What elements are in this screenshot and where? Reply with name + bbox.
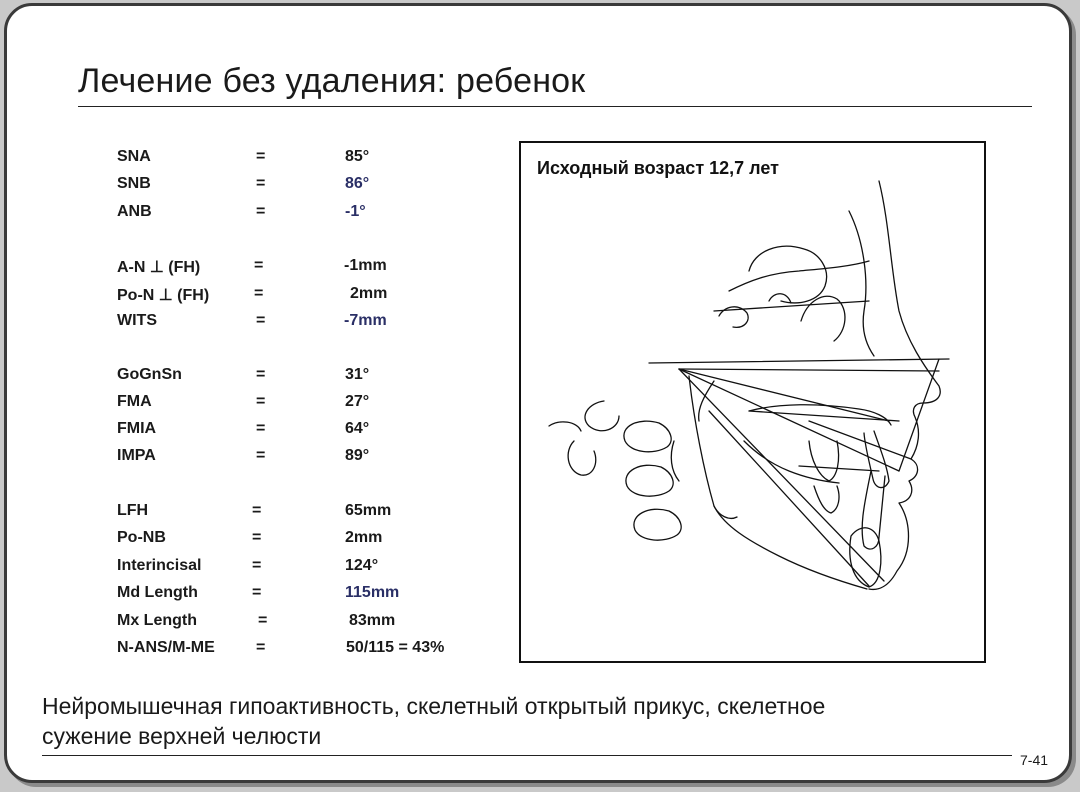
palate-outline	[749, 405, 891, 425]
measurement-value: 64°	[345, 420, 370, 437]
cervical-vertebra	[624, 421, 671, 452]
measurement-name: IMPA	[117, 447, 156, 464]
measurement-name: Mx Length	[117, 612, 197, 629]
measurement-value: -1mm	[344, 257, 387, 274]
measurement-name: A-N ⊥ (FH)	[117, 259, 201, 276]
measurement-equals: =	[252, 502, 262, 519]
caption-line: Нейромышечная гипоактивность, скелетный открытый прикус, скелетное	[42, 693, 826, 719]
measurement-equals: =	[256, 393, 266, 410]
measurement-name: N-ANS/M-ME	[117, 639, 215, 656]
measurement-value: 115mm	[345, 584, 400, 601]
measurement-name: ANB	[117, 203, 152, 220]
measurement-equals: =	[254, 285, 264, 302]
diagnosis-caption	[42, 691, 1022, 751]
slide-title: Лечение без удаления: ребенок	[78, 62, 586, 100]
measurement-value: 2mm	[350, 285, 388, 302]
measurement-equals: =	[256, 203, 266, 220]
measurement-equals: =	[256, 366, 266, 383]
measurement-name: Interincisal	[117, 557, 202, 574]
measurement-name: LFH	[117, 502, 149, 519]
measurement-value: 89°	[345, 447, 370, 464]
measurement-equals: =	[256, 175, 266, 192]
measurement-equals: =	[252, 557, 262, 574]
measurement-value: 50/115 = 43%	[346, 639, 445, 656]
measurement-value: 86°	[345, 175, 370, 192]
measurement-value: -7mm	[344, 312, 387, 329]
measurement-equals: =	[252, 584, 262, 601]
measurement-name: FMA	[117, 393, 152, 410]
measurement-name: Po-N ⊥ (FH)	[117, 287, 210, 304]
title-divider	[78, 106, 1032, 107]
measurement-name: FMIA	[117, 420, 157, 437]
measurement-value: 2mm	[345, 529, 383, 546]
age-label: Исходный возраст 12,7 лет	[537, 158, 779, 178]
cephalometric-tracing	[519, 141, 986, 663]
measurement-name: GoGnSn	[117, 366, 182, 383]
measurement-equals: =	[256, 639, 266, 656]
measurement-equals: =	[258, 612, 268, 629]
mandible-outline	[689, 376, 867, 589]
measurement-equals: =	[256, 420, 266, 437]
measurement-name: Md Length	[117, 584, 198, 601]
measurement-value: -1°	[345, 203, 366, 220]
chin-symphysis	[850, 528, 881, 587]
measurement-value: 124°	[345, 557, 379, 574]
cranial-outline	[729, 261, 869, 291]
measurement-equals: =	[252, 529, 262, 546]
orbit-outline	[749, 246, 827, 303]
measurement-equals: =	[256, 148, 266, 165]
measurement-value: 83mm	[349, 612, 396, 629]
measurement-value: 27°	[345, 393, 370, 410]
measurement-name: WITS	[117, 312, 157, 329]
measurement-name: SNB	[117, 175, 151, 192]
bottom-divider	[42, 755, 1012, 756]
measurement-value: 65mm	[345, 502, 392, 519]
frontal-sinus	[849, 211, 874, 356]
measurement-value: 31°	[345, 366, 370, 383]
measurement-equals: =	[256, 447, 266, 464]
slide-number: 7-41	[1020, 752, 1049, 768]
sn-line	[649, 359, 949, 363]
measurement-name: SNA	[117, 148, 151, 165]
molar-tooth	[809, 441, 839, 481]
measurement-value: 85°	[345, 148, 370, 165]
caption-line: сужение верхней челюсти	[42, 723, 322, 749]
measurement-equals: =	[254, 257, 264, 274]
measurement-name: Po-NB	[117, 529, 166, 546]
measurement-equals: =	[256, 312, 266, 329]
